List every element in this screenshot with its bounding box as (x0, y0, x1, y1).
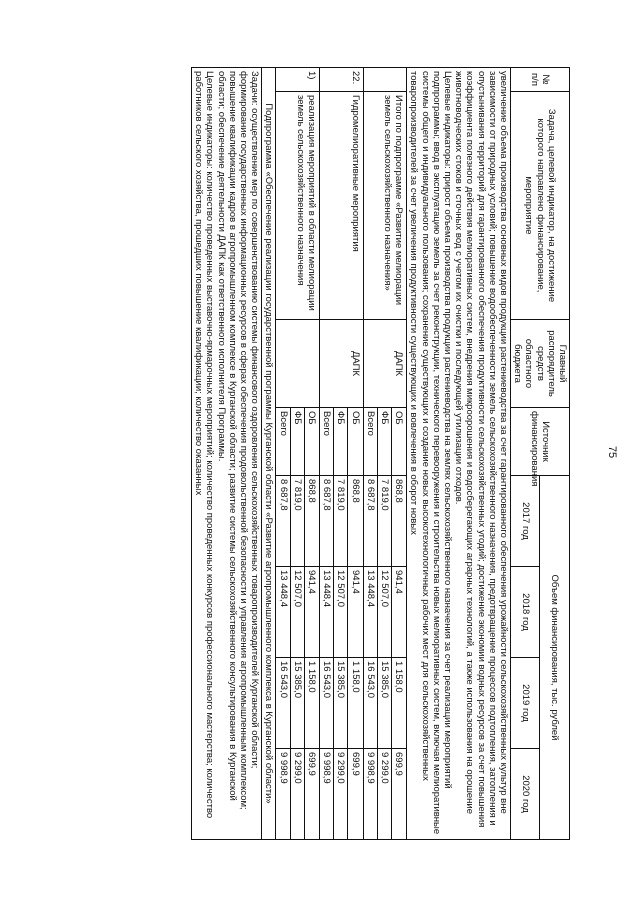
value-cell: 13 448,4 (276, 566, 290, 657)
value-cell: 699,9 (304, 748, 319, 839)
rotated-document-page (70, 67, 570, 839)
source-cell: Всего (276, 407, 290, 475)
header-year-2018: 2018 год (510, 566, 540, 657)
source-cell: ФБ (377, 407, 391, 475)
table-row (391, 67, 406, 839)
indicators-text: Целевые индикаторы: прирост объема производства продукции растениеводства на землях сельскохозяйственного назначения за счет реализации мероприятий подпрограммы; ввод в эксплуатацию земель за счет реконструкции, технического перевооружения и строительства новых мелиоративных систем, включая мелиоративные системы общего и индивидуального пользования; сохранение существующих и создание новых высокотехнологичных рабочих мест для сельскохозяйственных товаропроизводителей за счет увеличения продуктивности существующих и вовлечения в оборот новых (408, 70, 453, 834)
value-cell: 7 819,0 (334, 475, 348, 566)
value-cell: 868,8 (304, 475, 319, 566)
row-manager (276, 319, 320, 407)
header-task: Задача, целевой индикатор, на достижение которого направлено финансирование, мероприятие (510, 91, 569, 319)
value-cell: 9 998,9 (276, 748, 290, 839)
value-cell: 941,4 (348, 566, 363, 657)
source-cell: ОБ (391, 407, 406, 475)
table-row (304, 67, 319, 839)
source-cell: ОБ (304, 407, 319, 475)
value-cell: 7 819,0 (290, 475, 304, 566)
row-name: реализация мероприятий в области мелиорации земель сельскохозяйственного назначения (276, 91, 320, 319)
value-cell: 7 819,0 (377, 475, 391, 566)
row-manager: ДАПК (363, 319, 407, 407)
value-cell: 16 543,0 (319, 657, 333, 748)
tasks-text: Задачи: осуществление мер по совершенствованию системы финансового оздоровления сельскохозяйственных товаропроизводителей Курганской области; формирование государственных информационных ресурсов в сферах обеспечения продовольственной безопасности и управления агропромышленным комплексом; повышение квалификации кадров в агропромышленном комплексе в Курганской области; развитие системы сельскохозяйственного консультирования в Курганской области; обеспечение деятельности ДАПК как ответственного исполнителя Программы. (215, 70, 261, 810)
table-row (348, 67, 363, 839)
header-volume: Объем финансирования, тыс. рублей (540, 475, 570, 839)
value-cell: 868,8 (391, 475, 406, 566)
value-cell: 15 385,0 (377, 657, 391, 748)
subprogram-tasks (191, 67, 261, 839)
row-number: 1) (276, 67, 320, 91)
value-cell: 12 507,0 (377, 566, 391, 657)
financing-table (191, 67, 570, 840)
value-cell: 8 687,8 (319, 475, 333, 566)
source-cell: ОБ (348, 407, 363, 475)
value-cell: 1 158,0 (348, 657, 363, 748)
row-manager: ДАПК (319, 319, 363, 407)
indicators-text-2: Целевые индикаторы: количество проведенных выставочно-ярмарочных мероприятий; количество проведенных конкурсов профессионального мастерства; количество работников сельского хозяйства, прошедших повышение квалификации; количество оказанных (193, 70, 216, 818)
value-cell: 9 998,9 (363, 748, 377, 839)
value-cell: 12 507,0 (334, 566, 348, 657)
value-cell: 9 299,0 (377, 748, 391, 839)
value-cell: 941,4 (391, 566, 406, 657)
source-cell: ФБ (334, 407, 348, 475)
value-cell: 15 385,0 (334, 657, 348, 748)
value-cell: 16 543,0 (363, 657, 377, 748)
value-cell: 699,9 (391, 748, 406, 839)
source-cell: Всего (319, 407, 333, 475)
value-cell: 941,4 (304, 566, 319, 657)
page-number: 75 (606, 445, 618, 459)
value-cell: 8 687,8 (363, 475, 377, 566)
value-cell: 12 507,0 (290, 566, 304, 657)
row-name: Гидромелиоративные мероприятия (319, 91, 363, 319)
value-cell: 16 543,0 (276, 657, 290, 748)
value-cell: 9 299,0 (334, 748, 348, 839)
value-cell: 1 158,0 (391, 657, 406, 748)
source-cell: Всего (363, 407, 377, 475)
row-number: 22. (319, 67, 363, 91)
value-cell: 1 158,0 (304, 657, 319, 748)
header-year-2020: 2020 год (510, 748, 540, 839)
value-cell: 15 385,0 (290, 657, 304, 748)
row-number (363, 67, 407, 91)
value-cell: 8 687,8 (276, 475, 290, 566)
value-cell: 13 448,4 (363, 566, 377, 657)
header-year-2019: 2019 год (510, 657, 540, 748)
value-cell: 868,8 (348, 475, 363, 566)
header-year-2017: 2017 год (510, 475, 540, 566)
header-number: № п/п (510, 67, 569, 91)
value-cell: 13 448,4 (319, 566, 333, 657)
header-manager: Главный распорядитель средств областного бюджета (510, 319, 569, 407)
value-cell: 9 299,0 (290, 748, 304, 839)
value-cell: 699,9 (348, 748, 363, 839)
value-cell: 9 998,9 (319, 748, 333, 839)
task-description (407, 67, 511, 839)
row-name: Итого по подпрограмме «Развитие мелиорации земель сельскохозяйственного назначения» (363, 91, 407, 319)
header-source: Источник финансирования (510, 407, 569, 475)
subprogram-title: Подпрограмма «Обеспечение реализации государственной программы Курганской области «Развитие агропромышленного комплекса в Курганской области» (262, 67, 276, 839)
task-text: увеличение объема производства основных видов продукции растениеводства за счет гарантированного обеспечения урожайности сельскохозяйственных культур вне зависимости от природных условий; повышение водообеспеченности земель сельскохозяйственного назначения, предотвращение процессов подтопления, затопления и опустынивания территорий для гарантированного обеспечения продуктивности сельскохозяйственных угодий; достижение экономии водных ресурсов за счет повышения коэффициента полезного действия мелиоративных систем, внедрения микроорошения и водосберегающих аграрных технологий, а также использования на орошение животноводческих стоков и сточных вод с учетом их очистки и последующей утилизации отходов. (453, 70, 509, 827)
source-cell: ФБ (290, 407, 304, 475)
